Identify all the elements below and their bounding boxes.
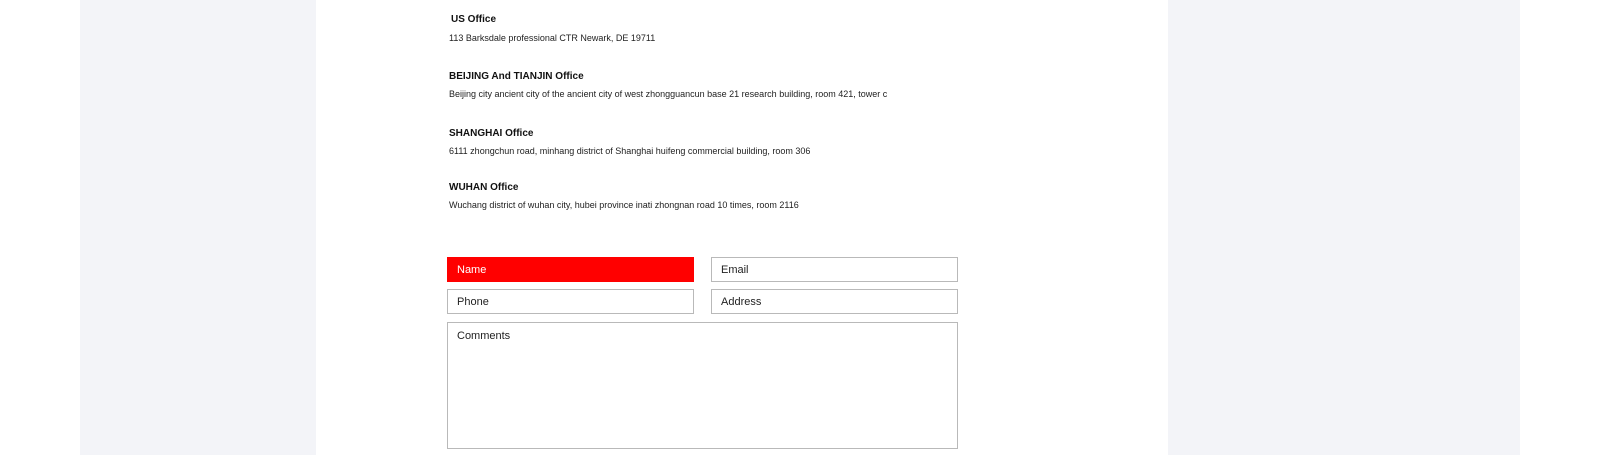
office-address-beijing-tianjin: Beijing city ancient city of the ancient city of west zhongguancun base 21 research building, room 421, tower c [449, 89, 888, 99]
phone-input[interactable] [447, 289, 694, 314]
address-input[interactable] [711, 289, 958, 314]
email-input[interactable] [711, 257, 958, 282]
office-title-shanghai: SHANGHAI Office [449, 128, 534, 139]
office-title-beijing-tianjin: BEIJING And TIANJIN Office [449, 71, 584, 82]
office-title-us: US Office [451, 14, 497, 25]
comments-textarea[interactable] [447, 322, 958, 449]
right-side-band [1168, 0, 1520, 455]
office-address-us: 113 Barksdale professional CTR Newark, DE 19711 [449, 33, 656, 43]
office-address-wuhan: Wuchang district of wuhan city, hubei province inati zhongnan road 10 times, room 2116 [449, 200, 799, 210]
office-title-wuhan: WUHAN Office [449, 182, 519, 193]
name-input[interactable] [447, 257, 694, 282]
office-address-shanghai: 6111 zhongchun road, minhang district of Shanghai huifeng commercial building, room 306 [449, 146, 811, 156]
left-side-band [80, 0, 316, 455]
